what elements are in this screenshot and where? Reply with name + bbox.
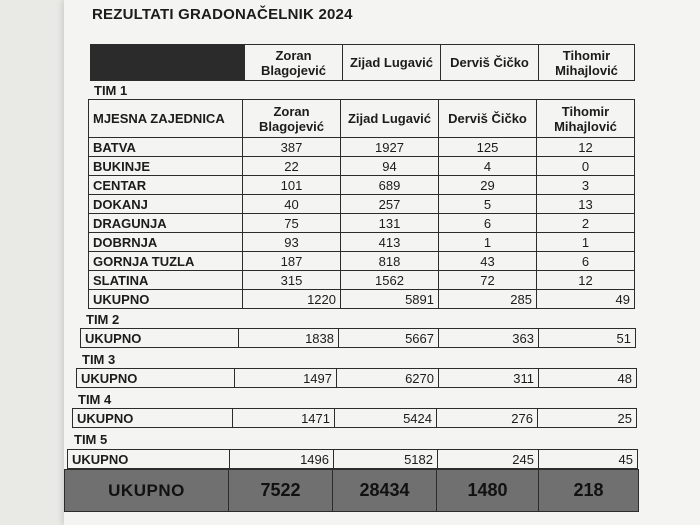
value-cell: 93 bbox=[243, 233, 341, 252]
value-cell: 818 bbox=[341, 252, 439, 271]
value-cell: 94 bbox=[341, 157, 439, 176]
value-cell: 1 bbox=[537, 233, 635, 252]
total-row bbox=[89, 290, 635, 309]
total-label: UKUPNO bbox=[68, 450, 230, 469]
total-cell: 5891 bbox=[341, 290, 439, 309]
value-cell: 125 bbox=[439, 138, 537, 157]
total-cell: 49 bbox=[537, 290, 635, 309]
grand-total-cell: 7522 bbox=[229, 470, 333, 512]
value-cell: 101 bbox=[243, 176, 341, 195]
total-cell: 5667 bbox=[339, 329, 439, 348]
candidate-header-cell: Zijad Lugavić bbox=[341, 100, 439, 138]
team-label-tim1: TIM 1 bbox=[94, 83, 128, 98]
value-cell: 1 bbox=[439, 233, 537, 252]
team-label-tim4: TIM 4 bbox=[78, 392, 112, 407]
total-cell: 1497 bbox=[235, 369, 337, 388]
value-cell: 75 bbox=[243, 214, 341, 233]
grand-total-table bbox=[64, 469, 639, 512]
total-cell: 45 bbox=[539, 450, 638, 469]
total-label: UKUPNO bbox=[81, 329, 239, 348]
table-row bbox=[89, 195, 635, 214]
table-row bbox=[89, 252, 635, 271]
total-cell: 48 bbox=[539, 369, 637, 388]
total-cell: 5424 bbox=[335, 409, 437, 428]
tim5-table bbox=[67, 449, 638, 469]
total-cell: 1838 bbox=[239, 329, 339, 348]
table-row bbox=[89, 157, 635, 176]
table-row bbox=[89, 214, 635, 233]
total-row bbox=[81, 329, 636, 348]
row-name: BUKINJE bbox=[89, 157, 243, 176]
value-cell: 2 bbox=[537, 214, 635, 233]
tim1-table bbox=[88, 99, 635, 309]
value-cell: 43 bbox=[439, 252, 537, 271]
grand-total-cell: 28434 bbox=[333, 470, 437, 512]
total-cell: 51 bbox=[539, 329, 636, 348]
row-name: CENTAR bbox=[89, 176, 243, 195]
value-cell: 5 bbox=[439, 195, 537, 214]
candidate-header-cell: Zijad Lugavić bbox=[343, 45, 441, 81]
value-cell: 257 bbox=[341, 195, 439, 214]
grand-total-label: UKUPNO bbox=[65, 470, 229, 512]
row-name: GORNJA TUZLA bbox=[89, 252, 243, 271]
value-cell: 1927 bbox=[341, 138, 439, 157]
total-label: UKUPNO bbox=[77, 369, 235, 388]
mjesna-zajednica-header: MJESNA ZAJEDNICA bbox=[89, 100, 243, 138]
team-label-tim3: TIM 3 bbox=[82, 352, 116, 367]
value-cell: 187 bbox=[243, 252, 341, 271]
value-cell: 22 bbox=[243, 157, 341, 176]
total-cell: 285 bbox=[439, 290, 537, 309]
table-row bbox=[89, 176, 635, 195]
team-label-tim5: TIM 5 bbox=[74, 432, 108, 447]
header-blank-cell bbox=[91, 45, 245, 81]
candidate-header-cell: Derviš Čičko bbox=[441, 45, 539, 81]
value-cell: 131 bbox=[341, 214, 439, 233]
table-row bbox=[89, 271, 635, 290]
tim2-table bbox=[80, 328, 636, 348]
row-name: DOBRNJA bbox=[89, 233, 243, 252]
row-name: SLATINA bbox=[89, 271, 243, 290]
total-row bbox=[73, 409, 637, 428]
candidates-header-table bbox=[90, 44, 635, 81]
value-cell: 40 bbox=[243, 195, 341, 214]
total-cell: 363 bbox=[439, 329, 539, 348]
candidate-header-cell: Zoran Blagojević bbox=[243, 100, 341, 138]
value-cell: 1562 bbox=[341, 271, 439, 290]
row-name: DRAGUNJA bbox=[89, 214, 243, 233]
total-cell: 245 bbox=[438, 450, 539, 469]
grand-total-cell: 218 bbox=[539, 470, 639, 512]
grand-total-row bbox=[65, 470, 639, 512]
value-cell: 12 bbox=[537, 138, 635, 157]
page-title: REZULTATI GRADONAČELNIK 2024 bbox=[92, 6, 353, 23]
value-cell: 413 bbox=[341, 233, 439, 252]
tim3-table bbox=[76, 368, 637, 388]
value-cell: 3 bbox=[537, 176, 635, 195]
tim4-table bbox=[72, 408, 637, 428]
value-cell: 12 bbox=[537, 271, 635, 290]
total-label: UKUPNO bbox=[73, 409, 233, 428]
total-label: UKUPNO bbox=[89, 290, 243, 309]
table-row bbox=[89, 233, 635, 252]
total-cell: 276 bbox=[437, 409, 538, 428]
total-cell: 5182 bbox=[334, 450, 438, 469]
value-cell: 29 bbox=[439, 176, 537, 195]
team-label-tim2: TIM 2 bbox=[86, 312, 120, 327]
value-cell: 13 bbox=[537, 195, 635, 214]
candidate-header-cell: Tihomir Mihajlović bbox=[537, 100, 635, 138]
total-row bbox=[77, 369, 637, 388]
total-cell: 6270 bbox=[337, 369, 439, 388]
value-cell: 6 bbox=[439, 214, 537, 233]
total-cell: 1496 bbox=[230, 450, 334, 469]
value-cell: 6 bbox=[537, 252, 635, 271]
row-name: BATVA bbox=[89, 138, 243, 157]
candidate-header-cell: Zoran Blagojević bbox=[245, 45, 343, 81]
table-row bbox=[89, 138, 635, 157]
value-cell: 4 bbox=[439, 157, 537, 176]
value-cell: 387 bbox=[243, 138, 341, 157]
total-cell: 25 bbox=[538, 409, 637, 428]
value-cell: 0 bbox=[537, 157, 635, 176]
total-cell: 1220 bbox=[243, 290, 341, 309]
grand-total-cell: 1480 bbox=[437, 470, 539, 512]
total-row bbox=[68, 450, 638, 469]
candidate-header-cell: Tihomir Mihajlović bbox=[539, 45, 635, 81]
total-cell: 311 bbox=[439, 369, 539, 388]
candidate-header-cell: Derviš Čičko bbox=[439, 100, 537, 138]
value-cell: 72 bbox=[439, 271, 537, 290]
row-name: DOKANJ bbox=[89, 195, 243, 214]
value-cell: 689 bbox=[341, 176, 439, 195]
total-cell: 1471 bbox=[233, 409, 335, 428]
value-cell: 315 bbox=[243, 271, 341, 290]
